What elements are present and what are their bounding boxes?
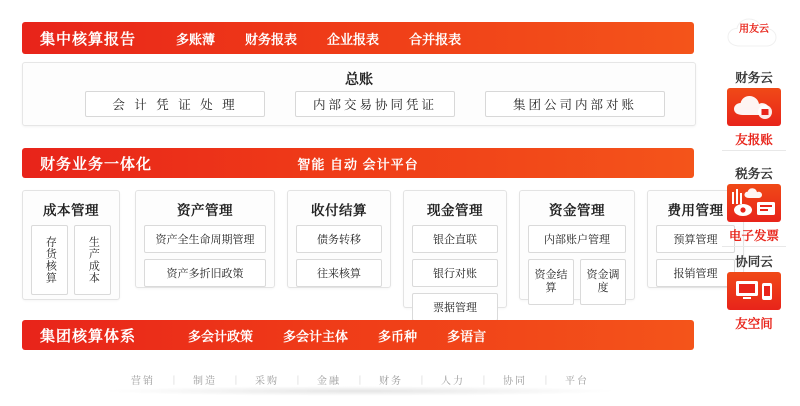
column-title: 成本管理 [43, 203, 99, 218]
bottom-bar-title: 集团核算体系 [40, 327, 137, 345]
column-body [288, 219, 390, 295]
base-separator: 丨 [231, 375, 241, 387]
bottom-bar-item: 多会计政策 [188, 328, 254, 344]
base-shadow [100, 386, 620, 396]
chip-debt-transfer: 债务转移 [296, 225, 382, 253]
base-item: 营销 [131, 375, 155, 387]
rail-card-finance[interactable] [727, 88, 781, 126]
base-item: 金融 [317, 375, 341, 387]
rail-card-label-youkongjian: 友空间 [735, 317, 773, 331]
chip-budget-management: 预算管理 [656, 225, 735, 253]
capability-columns [22, 190, 724, 314]
bottom-bar-item: 多币种 [378, 328, 418, 344]
chip-bill-management: 票据管理 [412, 293, 498, 321]
column-title: 费用管理 [667, 203, 724, 218]
bottom-red-bar [22, 320, 694, 350]
chip-bank-enterprise-link: 银企直联 [412, 225, 498, 253]
chip-current-accounting: 往来核算 [296, 259, 382, 287]
yonyou-cloud-logo [726, 16, 782, 58]
chip-reimbursement-management: 报销管理 [656, 259, 735, 287]
rail-section-title-collab: 协同云 [735, 255, 773, 269]
top-red-bar [22, 22, 694, 54]
rail-card-collab[interactable] [727, 272, 781, 310]
chip-internal-account-management: 内部账户管理 [528, 225, 626, 253]
rail-section-title-tax: 税务云 [735, 167, 773, 181]
chip-row [31, 225, 111, 295]
general-ledger-box [22, 62, 696, 126]
top-bar-item: 合并报表 [409, 31, 462, 47]
column-settlement [287, 190, 391, 288]
base-item: 人力 [441, 375, 465, 387]
chip-production-cost [74, 225, 111, 295]
base-separator: 丨 [417, 375, 427, 387]
base-item: 财务 [379, 375, 403, 387]
cloud-bank-icon [727, 88, 781, 126]
column-title: 资金管理 [549, 203, 605, 218]
column-asset-management [135, 190, 275, 288]
chip-asset-depreciation-policy: 资产多折旧政策 [144, 259, 266, 287]
top-bar-title: 集中核算报告 [40, 30, 137, 48]
mid-bar-title: 财务业务一体化 [40, 155, 153, 173]
base-item: 协同 [503, 375, 527, 387]
chip-inventory-accounting [31, 225, 68, 295]
base-separator: 丨 [541, 375, 551, 387]
bottom-bar-item: 多语言 [447, 328, 487, 344]
rail-card-label-youbaozhang: 友报账 [735, 133, 773, 147]
base-separator: 丨 [355, 375, 365, 387]
chip-fund-settlement: 资金结算 [528, 259, 574, 305]
rail-section-title-finance: 财务云 [735, 71, 773, 85]
column-cost-management [22, 190, 120, 300]
chip-fund-dispatch: 资金调度 [580, 259, 626, 305]
top-bar-items [176, 29, 491, 48]
chip-label: 生产成本 [87, 236, 100, 284]
logo-text: 用友云 [739, 24, 769, 35]
rail-card-label-e-invoice: 电子发票 [728, 229, 779, 243]
general-ledger-cell: 会 计 凭 证 处 理 [85, 91, 265, 117]
workspace-icon [727, 272, 781, 310]
column-body [23, 219, 119, 303]
base-item: 平台 [565, 375, 589, 387]
rail-divider [722, 150, 786, 151]
mid-bar-center-label: 智能 自动 会计平台 [297, 156, 419, 172]
base-separator: 丨 [169, 375, 179, 387]
top-bar-item: 多账薄 [176, 31, 216, 47]
chip-asset-lifecycle: 资产全生命周期管理 [144, 225, 266, 253]
top-bar-item: 财务报表 [245, 31, 298, 47]
top-bar-item: 企业报表 [327, 31, 380, 47]
invoice-icon [727, 184, 781, 222]
column-body [520, 219, 634, 313]
column-body [404, 219, 506, 329]
chip-label: 存货核算 [44, 236, 57, 284]
column-title: 现金管理 [427, 203, 483, 218]
rail-card-tax[interactable] [727, 184, 781, 222]
column-cash-management [403, 190, 507, 314]
rail-divider [722, 246, 786, 247]
general-ledger-cell: 内部交易协同凭证 [295, 91, 455, 117]
chip-bank-reconciliation: 银行对账 [412, 259, 498, 287]
bottom-bar-items [188, 326, 516, 345]
general-ledger-title: 总账 [345, 71, 373, 87]
base-item: 采购 [255, 375, 279, 387]
product-rail [708, 0, 800, 406]
column-title: 收付结算 [311, 203, 367, 218]
column-title: 资产管理 [177, 203, 233, 218]
general-ledger-cell: 集团公司内部对账 [485, 91, 665, 117]
base-separator: 丨 [479, 375, 489, 387]
mid-red-bar [22, 148, 694, 178]
base-item: 制造 [193, 375, 217, 387]
chip-row [528, 259, 626, 305]
base-separator: 丨 [293, 375, 303, 387]
column-fund-management [519, 190, 635, 300]
bottom-bar-item: 多会计主体 [283, 328, 349, 344]
column-body [136, 219, 274, 295]
